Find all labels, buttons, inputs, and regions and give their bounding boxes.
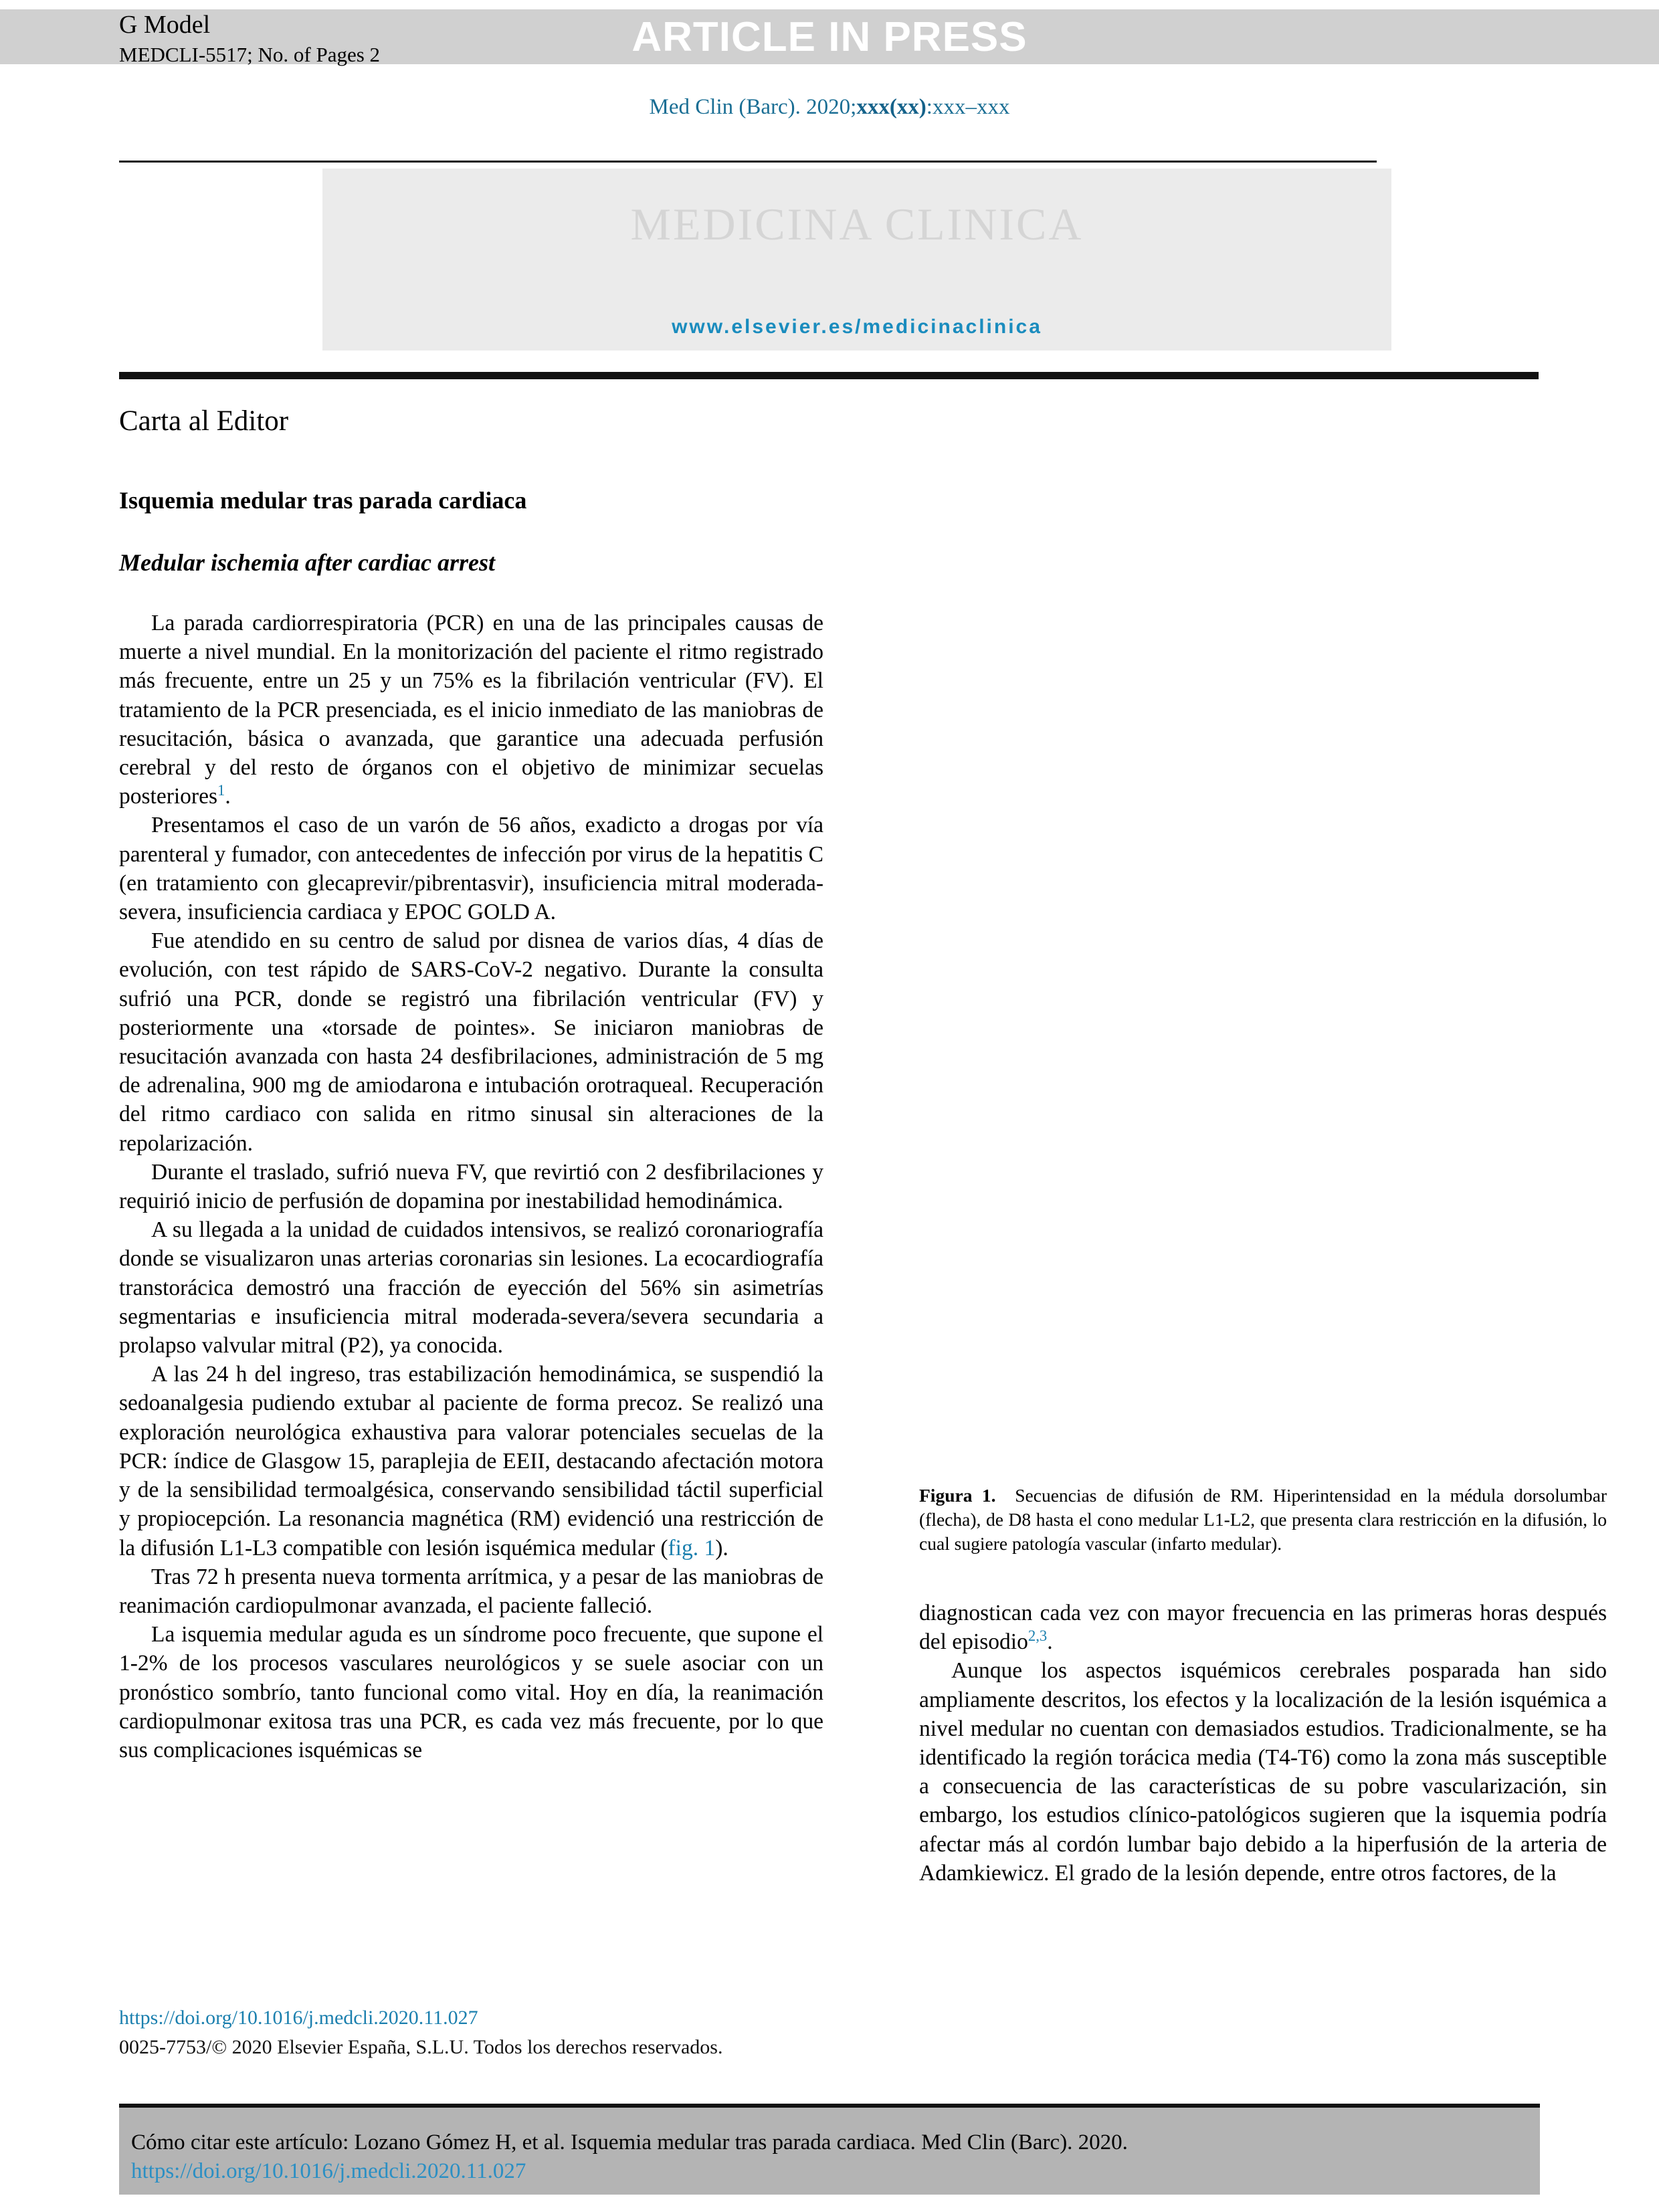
- paragraph: La parada cardiorrespiratoria (PCR) en una de las principales causas de muerte a nivel mundial. En la monitorización del paciente el ritmo registrado más frecuente, entre un 25 y un 75% es la fibrilación ventricular (FV). El tratamiento de la PCR presenciada, es el inicio inmediato de las maniobras de resucitación, básica o avanzada, que garantice una adecuada perfusión cerebral y del resto de órganos con el objetivo de minimizar secuelas posteriores$^1$.: [119, 611, 823, 809]
- how-to-cite-text: Cómo citar este artículo: Lozano Gómez H, et al. Isquemia medular tras parada cardiaca. Med Clin (Barc). 2020.: [131, 2130, 1128, 2154]
- paragraph: diagnostican cada vez con mayor frecuencia en las primeras horas después del episodio$^{2,3}$.: [919, 1601, 1607, 1655]
- figure-1-link[interactable]: fig. 1: [668, 1535, 716, 1561]
- footer-copyright: 0025-7753/© 2020 Elsevier España, S.L.U. Todos los derechos reservados.: [119, 2036, 723, 2058]
- paragraph-text: A su llegada a la unidad de cuidados intensivos, se realizó coronariografía donde se visualizaron unas arterias coronarias sin lesiones. La ecocardiografía transtorácica demostró una fracción de eyección del 56% sin asimetrías segmentarias e insuficiencia mitral moderada-severa/severa secundaria a prolapso valvular mitral (P2), ya conocida.: [119, 1217, 823, 1359]
- article-title-english: Medular ischemia after cardiac arrest: [119, 549, 495, 576]
- paragraph-text: Fue atendido en su centro de salud por disnea de varios días, 4 días de evolución, con test rápido de SARS-CoV-2 negativo. Durante la consulta sufrió una PCR, donde se registró una fibrilación ventricular (FV) y posteriormente una «torsade de pointes». Se iniciaron maniobras de resucitación avanzada con hasta 24 desfibrilaciones, administración de 5 mg de adrenalina, 900 mg de amiodarona e intubación orotraqueal. Recuperación del ritmo cardiaco con salida en ritmo sinusal sin alteraciones de la repolarización.: [119, 928, 823, 1156]
- journal-citation-suffix: :xxx–xxx: [926, 95, 1010, 119]
- paragraph: [119, 811, 823, 926]
- paragraph: [119, 1158, 823, 1215]
- article-id-label: MEDCLI-5517; No. of Pages 2: [119, 42, 381, 66]
- figure-caption-text: Secuencias de difusión de RM. Hiperintensidad en la médula dorsolumbar (flecha), de D8 hasta el cono medular L1-L2, que presenta clara restricción en la difusión, lo cual sugiere patología vascular (infarto medular).: [919, 1485, 1607, 1554]
- paragraph: [119, 1563, 823, 1620]
- reference-marker[interactable]: 1: [217, 782, 225, 799]
- figure-caption-label: Figura 1.: [919, 1485, 996, 1506]
- paragraph-text: Tras 72 h presenta nueva tormenta arrítmica, y a pesar de las maniobras de reanimación cardiopulmonar avanzada, el paciente falleció.: [119, 1564, 823, 1618]
- paragraph-text: Aunque los aspectos isquémicos cerebrales posparada han sido ampliamente descritos, los efectos y la localización de la lesión isquémica a nivel medular no cuentan con demasiados estudios. Tradicionalmente, se ha identificado la región torácica media (T4-T6) como la zona más susceptible a consecuencia de las características de su pobre vascularización, sin embargo, los estudios clínico-patológicos sugieren que la isquemia podría afectar más al cordón lumbar bajo debido a la hiperfusión de la arteria de Adamkiewicz. El grado de la lesión depende, entre otros factores, de la: [919, 1658, 1607, 1886]
- paragraph: [119, 926, 823, 1158]
- journal-citation-prefix: Med Clin (Barc). 2020;: [649, 95, 857, 119]
- header-divider: [119, 161, 1377, 163]
- article-in-press-label: ARTICLE IN PRESS: [631, 13, 1028, 60]
- footer-doi-link[interactable]: https://doi.org/10.1016/j.medcli.2020.11.027: [119, 2007, 478, 2029]
- paragraph-text: Presentamos el caso de un varón de 56 años, exadicto a drogas por vía parenteral y fumador, con antecedentes de infección por virus de la hepatitis C (en tratamiento con glecaprevir/pibrentasvir), insuficiencia mitral moderada-severa, insuficiencia cardiaca y EPOC GOLD A.: [119, 813, 823, 925]
- body-column-left: [119, 609, 823, 1765]
- paragraph-text: La isquemia medular aguda es un síndrome poco frecuente, que supone el 1-2% de los procesos vasculares neurológicos y se suele asociar con un pronóstico sombrío, tanto funcional como vital. Hoy en día, la reanimación cardiopulmonar exitosa tras una PCR, es cada vez más frecuente, por lo que sus complicaciones isquémicas se: [119, 1622, 823, 1763]
- article-title-spanish: Isquemia medular tras parada cardiaca: [119, 487, 527, 514]
- paragraph-text: diagnostican cada vez con mayor frecuencia en las primeras horas después del episodio: [919, 1601, 1607, 1655]
- g-model-block: [119, 11, 380, 66]
- paragraph-text: Durante el traslado, sufrió nueva FV, que revirtió con 2 desfibrilaciones y requirió inicio de perfusión de dopamina por inestabilidad hemodinámica.: [119, 1159, 823, 1214]
- section-divider: [119, 372, 1539, 379]
- journal-citation: [0, 95, 1659, 120]
- paragraph: [919, 1656, 1607, 1888]
- journal-masthead-box: [322, 169, 1391, 350]
- section-label: Carta al Editor: [119, 405, 289, 437]
- reference-marker[interactable]: 2,3: [1028, 1627, 1048, 1645]
- how-to-cite-doi-link[interactable]: https://doi.org/10.1016/j.medcli.2020.11.027: [131, 2159, 526, 2183]
- journal-masthead-url[interactable]: www.elsevier.es/medicinaclinica: [672, 316, 1042, 338]
- figure-1-image: [919, 605, 1607, 1475]
- paragraph: A las 24 h del ingreso, tras estabilización hemodinámica, se suspendió la sedoanalgesia pudiendo extubar al paciente de forma precoz. Se realizó una exploración neurológica exhaustiva para valorar potenciales secuelas de la PCR: índice de Glasgow 15, paraplejia de EEII, destacando afectación motora y de la sensibilidad termoalgésica, conservando sensibilidad táctil superficial y propiocepción. La resonancia magnética (RM) evidenció una restricción de la difusión L1-L3 compatible con lesión isquémica medular (fig. 1).: [119, 1362, 823, 1561]
- figure-1-caption: [919, 1484, 1607, 1556]
- g-model-label: G Model: [119, 11, 211, 39]
- paragraph: [119, 1215, 823, 1360]
- paragraph-text: La parada cardiorrespiratoria (PCR) en una de las principales causas de muerte a nivel mundial. En la monitorización del paciente el ritmo registrado más frecuente, entre un 25 y un 75% es la fibrilación ventricular (FV). El tratamiento de la PCR presenciada, es el inicio inmediato de las maniobras de resucitación, básica o avanzada, que garantice una adecuada perfusión cerebral y del resto de órganos con el objetivo de minimizar secuelas posteriores: [119, 611, 823, 809]
- paragraph: [119, 1620, 823, 1765]
- body-column-right: [919, 1599, 1607, 1888]
- journal-masthead-title: MEDICINA CLINICA: [630, 199, 1084, 249]
- paragraph-text: A las 24 h del ingreso, tras estabilización hemodinámica, se suspendió la sedoanalgesia pudiendo extubar al paciente de forma precoz. Se realizó una exploración neurológica exhaustiva para valorar potenciales secuelas de la PCR: índice de Glasgow 15, paraplejia de EEII, destacando afectación motora y de la sensibilidad termoalgésica, conservando sensibilidad táctil superficial y propiocepción. La resonancia magnética (RM) evidenció una restricción de la difusión L1-L3 compatible con lesión isquémica medular: [119, 1362, 823, 1561]
- journal-citation-volume: xxx(xx): [856, 95, 926, 119]
